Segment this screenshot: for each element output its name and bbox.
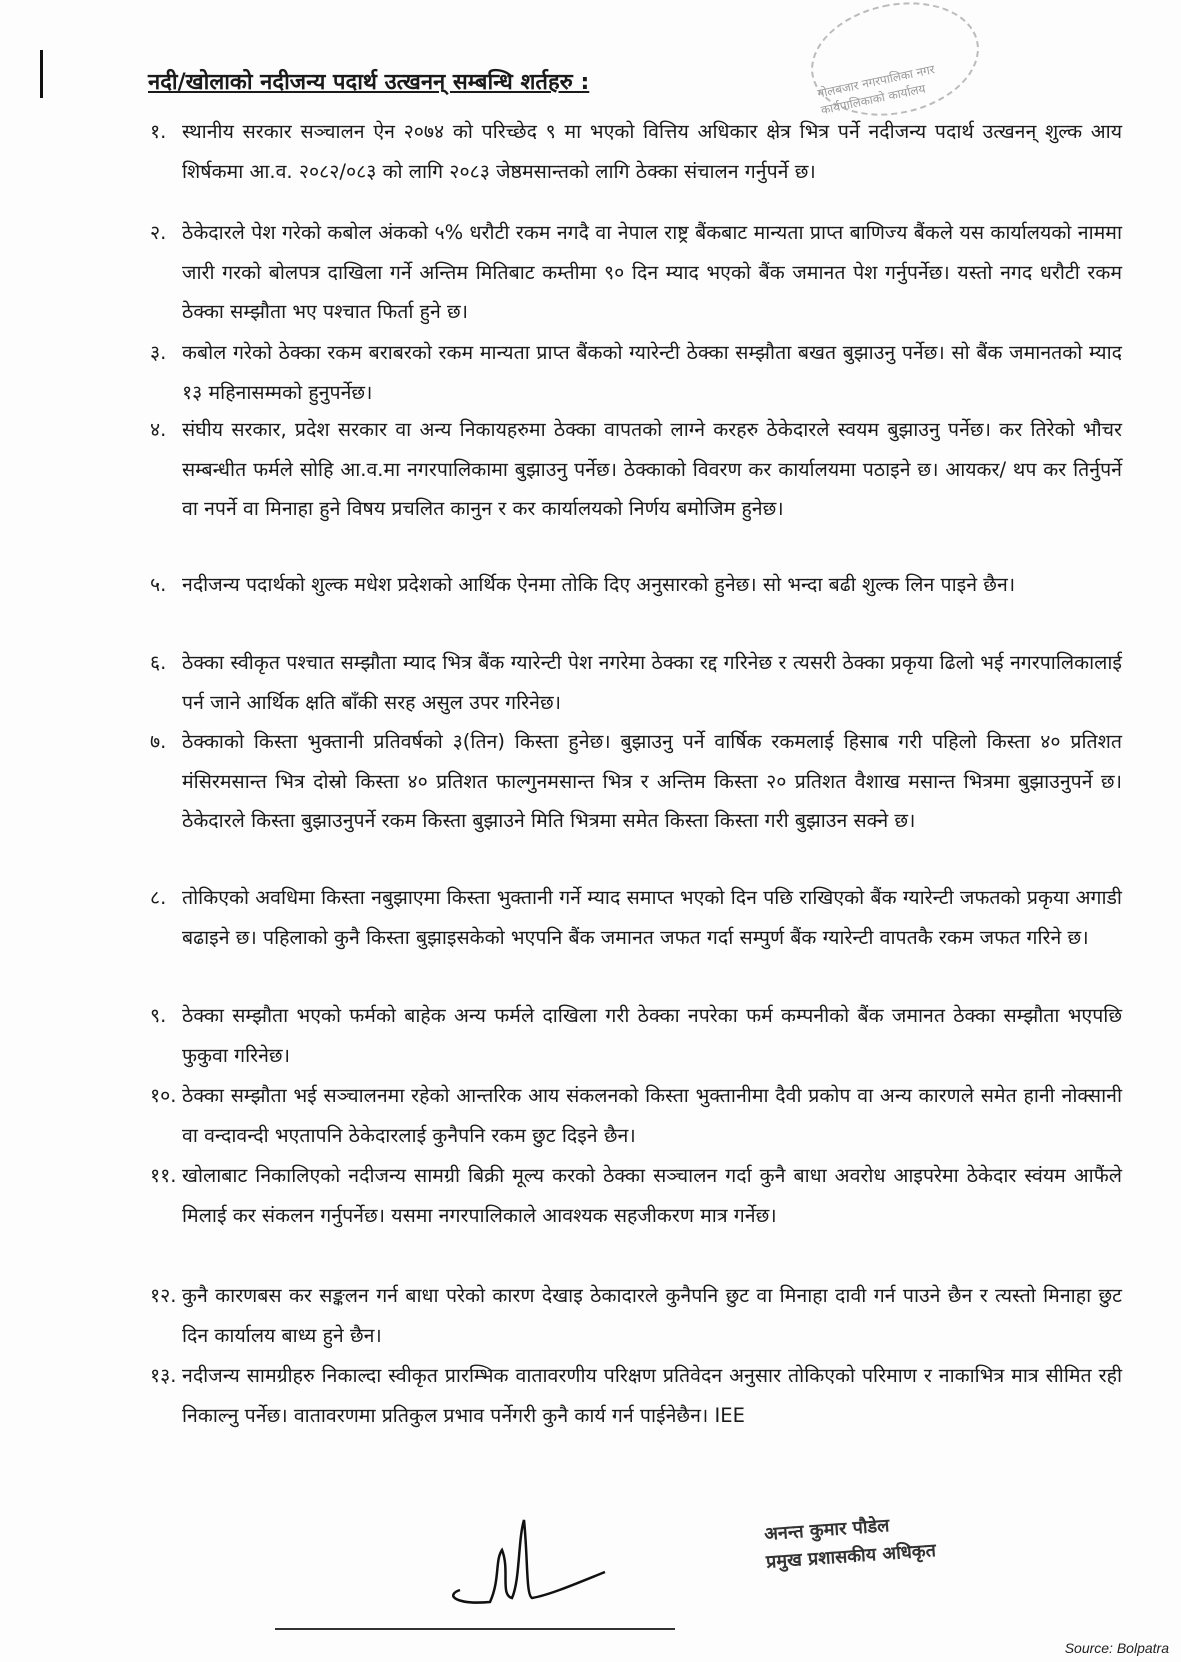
item-number: १३. [150, 1364, 177, 1387]
condition-item [150, 878, 1122, 957]
item-text: नदीजन्य सामग्रीहरु निकाल्दा स्वीकृत प्रारम्भिक वातावरणीय परिक्षण प्रतिवेदन अनुसार तोकिएको परिमाण र नाकाभित्र मात्र सीमित रही निकाल्नु पर्नेछ। वातावरणमा प्रतिकुल प्रभाव पर्नेगरी कुनै कार्य गर्न पाईनेछैन। IEE [182, 1364, 1122, 1427]
item-number: ४. [150, 418, 167, 441]
seal-text: गोलबजार नगरपालिका नगर कार्यपालिकाको कार्यालय [816, 62, 936, 118]
item-number: ११. [150, 1164, 177, 1187]
condition-item [150, 1076, 1122, 1155]
item-number: ३. [150, 341, 167, 364]
item-text: ठेक्का सम्झौता भई सञ्चालनमा रहेको आन्तरिक आय संकलनको किस्ता भुक्तानीमा दैवी प्रकोप वा अन्य कारणले समेत हानी नोक्सानी वा वन्दावन्दी भएतापनि ठेकेदारलाई कुनैपनि रकम छुट दिइने छैन। [182, 1084, 1122, 1147]
condition-item [150, 722, 1122, 841]
item-number: ५. [150, 573, 167, 596]
item-number: १. [150, 120, 167, 143]
item-text: स्थानीय सरकार सञ्चालन ऐन २०७४ को परिच्छेद ९ मा भएको वित्तिय अधिकार क्षेत्र भित्र पर्ने नदीजन्य पदार्थ उत्खनन् शुल्क आय शिर्षकमा आ.व. २०८२/०८३ को लागि २०८३ जेष्ठमसान्तको लागि ठेक्का संचालन गर्नुपर्ने छ। [182, 120, 1122, 183]
item-number: १२. [150, 1284, 177, 1307]
margin-mark [40, 50, 43, 98]
item-text: ठेकेदारले पेश गरेको कबोल अंकको ५% धरौटी रकम नगदै वा नेपाल राष्ट्र बैंकबाट मान्यता प्राप्त बाणिज्य बैंकले यस कार्यालयको नाममा जारी गरको बोलपत्र दाखिला गर्ने अन्तिम मितिबाट कम्तीमा ९० दिन म्याद भएको बैंक जमानत पेश गर्नुपर्नेछ। यस्तो नगद धरौटी रकम ठेक्का सम्झौता भए पश्चात फिर्ता हुने छ। [182, 221, 1122, 323]
condition-item [150, 213, 1122, 332]
item-number: १०. [150, 1084, 177, 1107]
item-number: ८. [150, 886, 167, 909]
officer-name: अनन्त कुमार पौडेल [763, 1515, 891, 1545]
document-title: नदी/खोलाको नदीजन्य पदार्थ उत्खनन् सम्बन्धि शर्तहरु : [148, 70, 590, 95]
source-credit: Source: Bolpatra [1064, 1640, 1169, 1656]
condition-item [150, 112, 1122, 191]
handwritten-signature [440, 1510, 620, 1620]
footer-rule [275, 1628, 675, 1630]
item-text: तोकिएको अवधिमा किस्ता नबुझाएमा किस्ता भुक्तानी गर्ने म्याद समाप्त भएको दिन पछि राखिएको बैंक ग्यारेन्टी जफतको प्रकृया अगाडी बढाइने छ। पहिलाको कुनै किस्ता बुझाइसकेको भएपनि बैंक जमानत जफत गर्दा सम्पुर्ण बैंक ग्यारेन्टी वापतकै रकम जफत गरिने छ। [182, 886, 1122, 949]
condition-item [150, 333, 1122, 412]
officer-designation: प्रमुख प्रशासकीय अधिकृत [765, 1540, 937, 1573]
item-text: कबोल गरेको ठेक्का रकम बराबरको रकम मान्यता प्राप्त बैंकको ग्यारेन्टी ठेक्का सम्झौता बखत बुझाउनु पर्नेछ। सो बैंक जमानतको म्याद १३ महिनासम्मको हुनुपर्नेछ। [182, 341, 1122, 404]
item-text: संघीय सरकार, प्रदेश सरकार वा अन्य निकायहरुमा ठेक्का वापतको लाग्ने करहरु ठेकेदारले स्वयम बुझाउनु पर्नेछ। कर तिरेको भौचर सम्बन्धीत फर्मले सोहि आ.व.मा नगरपालिकामा बुझाउनु पर्नेछ। ठेक्काको विवरण कर कार्यालयमा पठाइने छ। आयकर/ थप कर तिर्नुपर्ने वा नपर्ने वा मिनाहा हुने विषय प्रचलित कानुन र कर कार्यालयको निर्णय बमोजिम हुनेछ। [182, 418, 1122, 520]
condition-item [150, 410, 1122, 529]
item-text: कुनै कारणबस कर सङ्कलन गर्न बाधा परेको कारण देखाइ ठेकादारले कुनैपनि छुट वा मिनाहा दावी गर्न पाउने छैन र त्यस्तो मिनाहा छुट दिन कार्यालय बाध्य हुने छैन। [182, 1284, 1122, 1347]
condition-item [150, 1356, 1122, 1435]
item-number: २. [150, 221, 167, 244]
condition-item [150, 643, 1122, 722]
item-text: ठेक्काको किस्ता भुक्तानी प्रतिवर्षको ३(तिन) किस्ता हुनेछ। बुझाउनु पर्ने वार्षिक रकमलाई हिसाब गरी पहिलो किस्ता ४० प्रतिशत मंसिरमसान्त भित्र दोस्रो किस्ता ४० प्रतिशत फाल्गुनमसान्त भित्र र अन्तिम किस्ता २० प्रतिशत वैशाख मसान्त भित्रमा बुझाउनुपर्ने छ। ठेकेदारले किस्ता बुझाउनुपर्ने रकम किस्ता बुझाउने मिति भित्रमा समेत किस्ता किस्ता गरी बुझाउन सक्ने छ। [182, 730, 1122, 832]
condition-item [150, 996, 1122, 1075]
item-text: ठेक्का स्वीकृत पश्चात सम्झौता म्याद भित्र बैंक ग्यारेन्टी पेश नगरेमा ठेक्का रद्द गरिनेछ र त्यसरी ठेक्का प्रकृया ढिलो भई नगरपालिकालाई पर्न जाने आर्थिक क्षति बाँकी सरह असुल उपर गरिनेछ। [182, 651, 1122, 714]
condition-item [150, 1156, 1122, 1235]
item-number: ९. [150, 1004, 167, 1027]
item-number: ६. [150, 651, 167, 674]
officer-stamp [763, 1509, 937, 1577]
item-text: नदीजन्य पदार्थको शुल्क मधेश प्रदेशको आर्थिक ऐनमा तोकि दिए अनुसारको हुनेछ। सो भन्दा बढी शुल्क लिन पाइने छैन। [182, 573, 1016, 596]
item-text: खोलाबाट निकालिएको नदीजन्य सामग्री बिक्री मूल्य करको ठेक्का सञ्चालन गर्दा कुनै बाधा अवरोध आइपरेमा ठेकेदार स्वंयम आफैंले मिलाई कर संकलन गर्नुपर्नेछ। यसमा नगरपालिकाले आवश्यक सहजीकरण मात्र गर्नेछ। [182, 1164, 1122, 1227]
item-number: ७. [150, 730, 167, 753]
office-seal [800, 0, 989, 130]
condition-item [150, 565, 1122, 605]
item-text: ठेक्का सम्झौता भएको फर्मको बाहेक अन्य फर्मले दाखिला गरी ठेक्का नपरेका फर्म कम्पनीको बैंक जमानत ठेक्का सम्झौता भएपछि फुकुवा गरिनेछ। [182, 1004, 1122, 1067]
condition-item [150, 1276, 1122, 1355]
